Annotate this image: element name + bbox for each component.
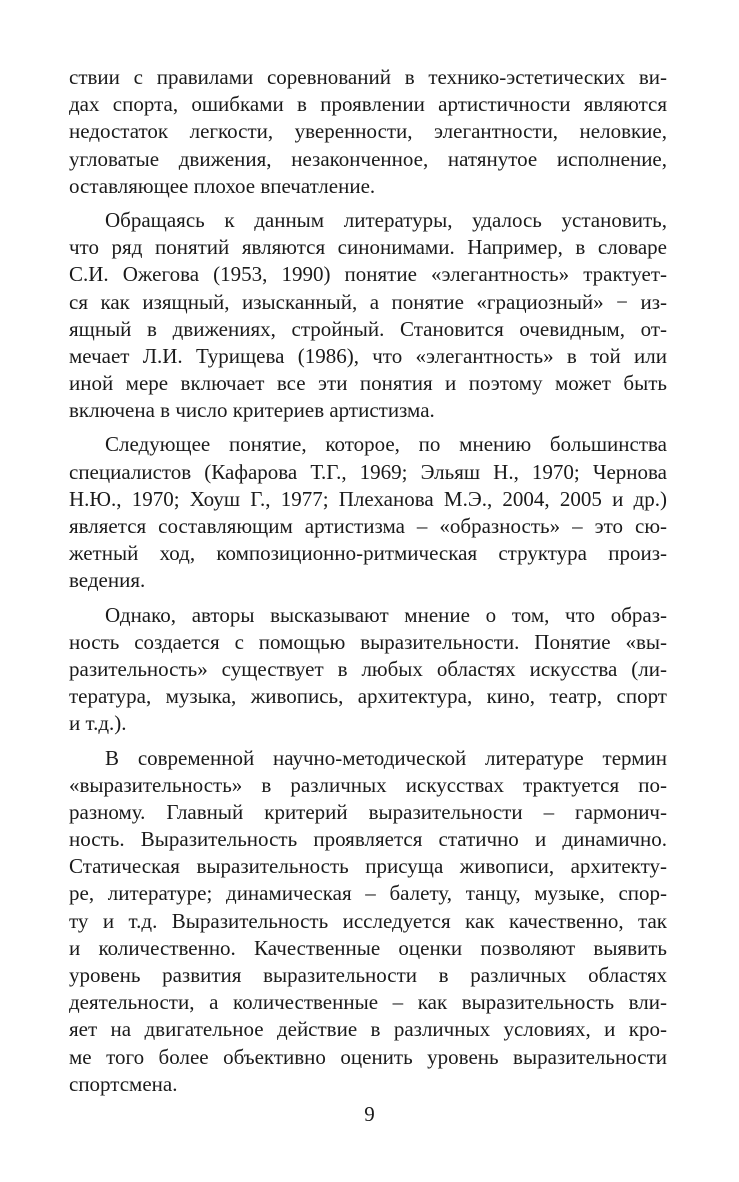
text-line: ведения. bbox=[69, 568, 146, 593]
text-line: уровень развития выразительности в различных областях bbox=[69, 963, 667, 987]
paragraph-2 bbox=[69, 207, 667, 425]
paragraph-5 bbox=[69, 745, 667, 1098]
text-line: является составляющим артистизма – «образность» – это сю- bbox=[69, 514, 667, 538]
text-line: Однако, авторы высказывают мнение о том, что образ- bbox=[105, 602, 667, 627]
text-line: и количественно. Качественные оценки позволяют выявить bbox=[69, 935, 667, 960]
text-line: деятельности, а количественные – как выразительность вли- bbox=[69, 990, 667, 1015]
text-line: ме того более объективно оценить уровень выразительности bbox=[69, 1044, 667, 1069]
text-line: ся как изящный, изысканный, а понятие «грациозный» − из- bbox=[69, 289, 667, 314]
text-line: и т.д.). bbox=[69, 711, 127, 736]
text-line: ность создается с помощью выразительности. Понятие «вы- bbox=[69, 629, 667, 654]
page-number: 9 bbox=[364, 1102, 375, 1126]
text-line: иной мере включает все эти понятия и поэтому может быть bbox=[69, 371, 667, 396]
text-line: включена в число критериев артистизма. bbox=[69, 398, 435, 423]
paragraph-3 bbox=[69, 431, 667, 594]
text-line: угловатые движения, незаконченное, натянутое исполнение, bbox=[69, 146, 667, 171]
text-line: Обращаясь к данным литературы, удалось установить, bbox=[105, 207, 667, 232]
page-body bbox=[69, 64, 667, 1105]
text-line: «выразительность» в различных искусствах трактуется по- bbox=[69, 772, 667, 797]
text-line: что ряд понятий являются синонимами. Например, в словаре bbox=[69, 235, 667, 260]
text-line: ту и т.д. Выразительность исследуется как качественно, так bbox=[69, 908, 667, 933]
text-line: В современной научно-методической литературе термин bbox=[105, 745, 667, 770]
text-line: недостаток легкости, уверенности, элегантности, неловкие, bbox=[69, 119, 667, 144]
text-line: жетный ход, композиционно-ритмическая структура произ- bbox=[69, 541, 667, 566]
text-line: разному. Главный критерий выразительности – гармонич- bbox=[69, 799, 667, 824]
text-line: Следующее понятие, которое, по мнению большинства bbox=[105, 432, 667, 457]
paragraph-1 bbox=[69, 64, 667, 200]
text-line: ре, литературе; динамическая – балету, танцу, музыке, спор- bbox=[69, 881, 667, 906]
text-line: ность. Выразительность проявляется статично и динамично. bbox=[69, 827, 667, 852]
text-line: С.И. Ожегова (1953, 1990) понятие «элегантность» трактует- bbox=[69, 262, 667, 287]
text-line: спортсмена. bbox=[69, 1071, 178, 1096]
text-line: дах спорта, ошибками в проявлении артистичности являются bbox=[69, 92, 667, 117]
text-line: разительность» существует в любых областях искусства (ли- bbox=[69, 656, 667, 681]
text-line: тература, музыка, живопись, архитектура, кино, театр, спорт bbox=[69, 684, 667, 709]
text-line: оставляющее плохое впечатление. bbox=[69, 173, 376, 198]
paragraph-4 bbox=[69, 602, 667, 738]
text-line: Н.Ю., 1970; Хоуш Г., 1977; Плеханова М.Э., 2004, 2005 и др.) bbox=[69, 486, 667, 511]
text-line: яет на двигательное действие в различных условиях, и кро- bbox=[69, 1017, 667, 1042]
text-line: ящный в движениях, стройный. Становится очевидным, от- bbox=[69, 316, 667, 341]
text-line: ствии с правилами соревнований в технико-эстетических ви- bbox=[69, 65, 667, 89]
text-line: мечает Л.И. Турищева (1986), что «элегантность» в той или bbox=[69, 343, 667, 368]
text-line: Статическая выразительность присуща живописи, архитекту- bbox=[69, 854, 667, 879]
text-line: специалистов (Кафарова Т.Г., 1969; Эльяш Н., 1970; Чернова bbox=[69, 459, 667, 484]
